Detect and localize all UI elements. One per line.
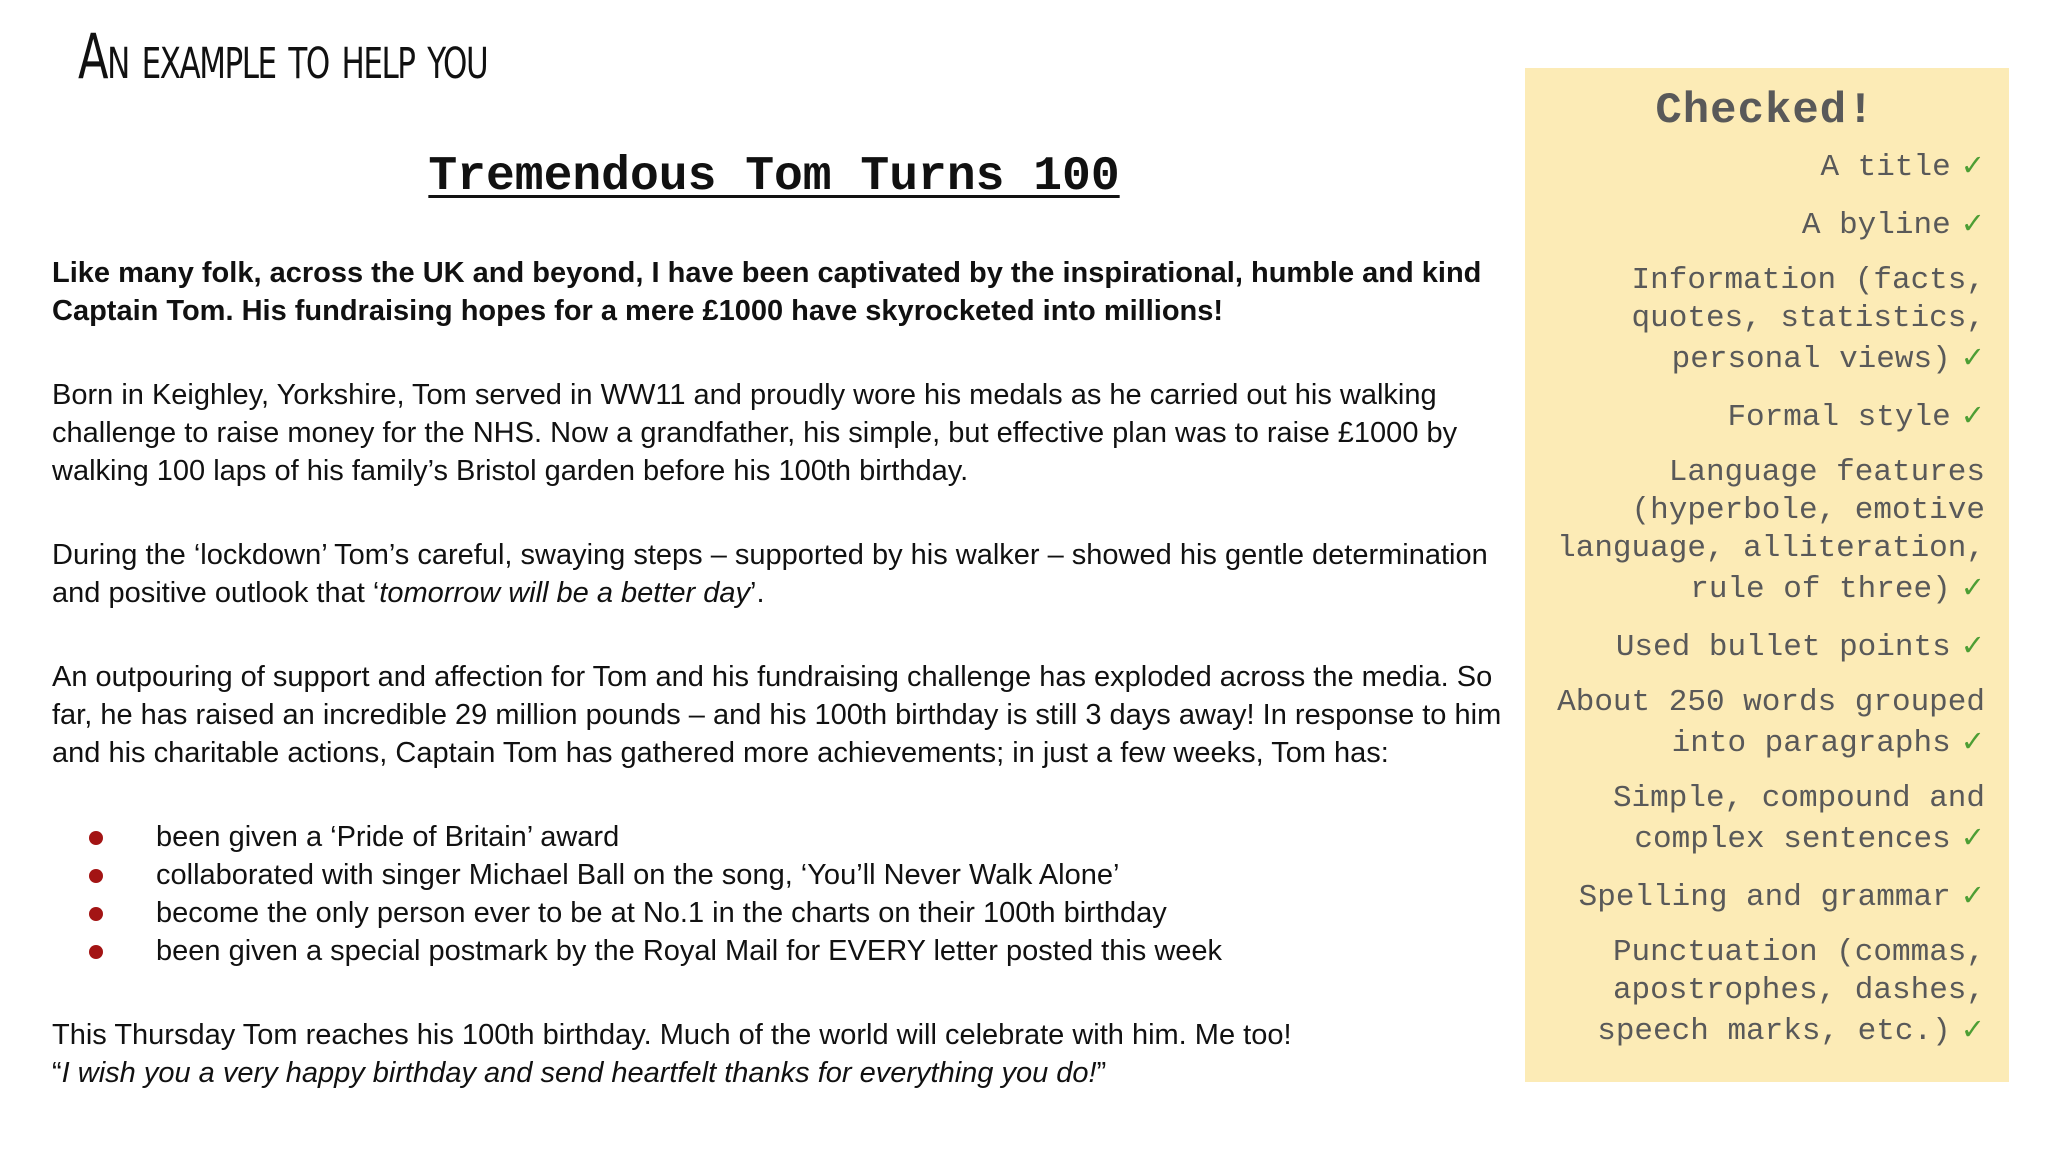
newspaper-article — [52, 150, 1502, 1092]
checklist-item-label: Punctuation (commas, apostrophes, dashes, speech marks, etc.) — [1597, 935, 1985, 1049]
checklist-item — [1545, 934, 1985, 1051]
check-mark-icon: ✓ — [1960, 820, 1985, 854]
check-mark-icon: ✓ — [1960, 628, 1985, 662]
checklist-item-label: A title — [1820, 150, 1951, 185]
check-mark-icon: ✓ — [1960, 878, 1985, 912]
check-mark-icon: ✓ — [1960, 1012, 1985, 1046]
checklist-item-label: Information (facts, quotes, statistics, personal views) — [1631, 263, 1985, 377]
checklist-item-label: Simple, compound and complex sentences — [1612, 781, 1985, 857]
checklist-item — [1545, 396, 1985, 437]
list-item-text: collaborated with singer Michael Ball on the song, ‘You’ll Never Walk Alone’ — [156, 859, 1120, 891]
slide-heading: An example to help you — [78, 20, 488, 93]
checklist-item-label: Language features (hyperbole, emotive language, alliteration, rule of three) — [1557, 455, 1985, 607]
bullet-dot-icon — [89, 869, 103, 883]
article-paragraph-1: Born in Keighley, Yorkshire, Tom served in WW11 and proudly wore his medals as he carried out his walking challenge to raise money for the NHS. Now a grandfather, his simple, but effective plan was to raise £1000 by walking 100 laps of his family’s Bristol garden before his 100th birthday. — [52, 379, 1458, 487]
bullet-dot-icon — [89, 907, 103, 921]
quote-open-mark: “ — [52, 1057, 62, 1089]
quote-close-mark: ” — [1096, 1057, 1107, 1089]
checklist-item-label: A byline — [1801, 208, 1951, 243]
checklist-title: Checked! — [1655, 86, 1875, 136]
check-mark-icon: ✓ — [1960, 148, 1985, 182]
checklist-panel — [1525, 68, 2009, 1082]
list-item-text: been given a special postmark by the Royal Mail for EVERY letter posted this week — [156, 935, 1223, 967]
list-item — [52, 932, 1502, 970]
closing-quote — [52, 1054, 1502, 1092]
checklist-item-label: Used bullet points — [1615, 630, 1951, 665]
list-item — [52, 856, 1502, 894]
checklist-item — [1545, 626, 1985, 667]
list-item-text: become the only person ever to be at No.1 in the charts on their 100th birthday — [156, 897, 1167, 929]
list-item — [52, 894, 1502, 932]
paragraph-2-quote: tomorrow will be a better day — [379, 577, 750, 609]
checklist-item — [1545, 780, 1985, 859]
check-mark-icon: ✓ — [1960, 206, 1985, 240]
checklist-item-label: About 250 words grouped into paragraphs — [1557, 685, 1985, 761]
paragraph-2-end: ’. — [750, 577, 765, 609]
closing-line: This Thursday Tom reaches his 100th birthday. Much of the world will celebrate with him. Me too! — [52, 1019, 1292, 1051]
article-lead-paragraph: Like many folk, across the UK and beyond, I have been captivated by the inspirational, humble and kind Captain Tom. His fundraising hopes for a mere £1000 have skyrocketed into millions! — [52, 257, 1482, 327]
checklist-item-label: Spelling and grammar — [1578, 880, 1951, 915]
article-closing — [52, 1016, 1502, 1092]
check-mark-icon: ✓ — [1960, 724, 1985, 758]
article-title: Tremendous Tom Turns 100 — [428, 150, 1120, 204]
checklist-item — [1545, 684, 1985, 763]
check-mark-icon: ✓ — [1960, 340, 1985, 374]
article-paragraph-3: An outpouring of support and affection for Tom and his fundraising challenge has exploded across the media. So far, he has raised an incredible 29 million pounds – and his 100th birthday is still 3 days away! In response to him and his charitable actions, Captain Tom has gathered more achievements; in just a few weeks, Tom has: — [52, 661, 1502, 769]
checklist-item — [1545, 876, 1985, 917]
checklist-item — [1545, 204, 1985, 245]
checklist-item — [1545, 262, 1985, 379]
article-paragraph-2 — [52, 536, 1502, 612]
bullet-dot-icon — [89, 945, 103, 959]
checklist-item — [1545, 146, 1985, 187]
check-mark-icon: ✓ — [1960, 398, 1985, 432]
bullet-dot-icon — [89, 831, 103, 845]
achievements-list — [52, 818, 1502, 970]
list-item — [52, 818, 1502, 856]
checklist-item — [1545, 454, 1985, 609]
paragraph-2-text: During the ‘lockdown’ Tom’s careful, swaying steps – supported by his walker – showed his gentle determination and positive outlook that ‘ — [52, 539, 1488, 609]
checklist-item-label: Formal style — [1727, 400, 1951, 435]
list-item-text: been given a ‘Pride of Britain’ award — [156, 821, 620, 853]
quote-text: I wish you a very happy birthday and send heartfelt thanks for everything you do! — [61, 1057, 1097, 1089]
check-mark-icon: ✓ — [1960, 570, 1985, 604]
